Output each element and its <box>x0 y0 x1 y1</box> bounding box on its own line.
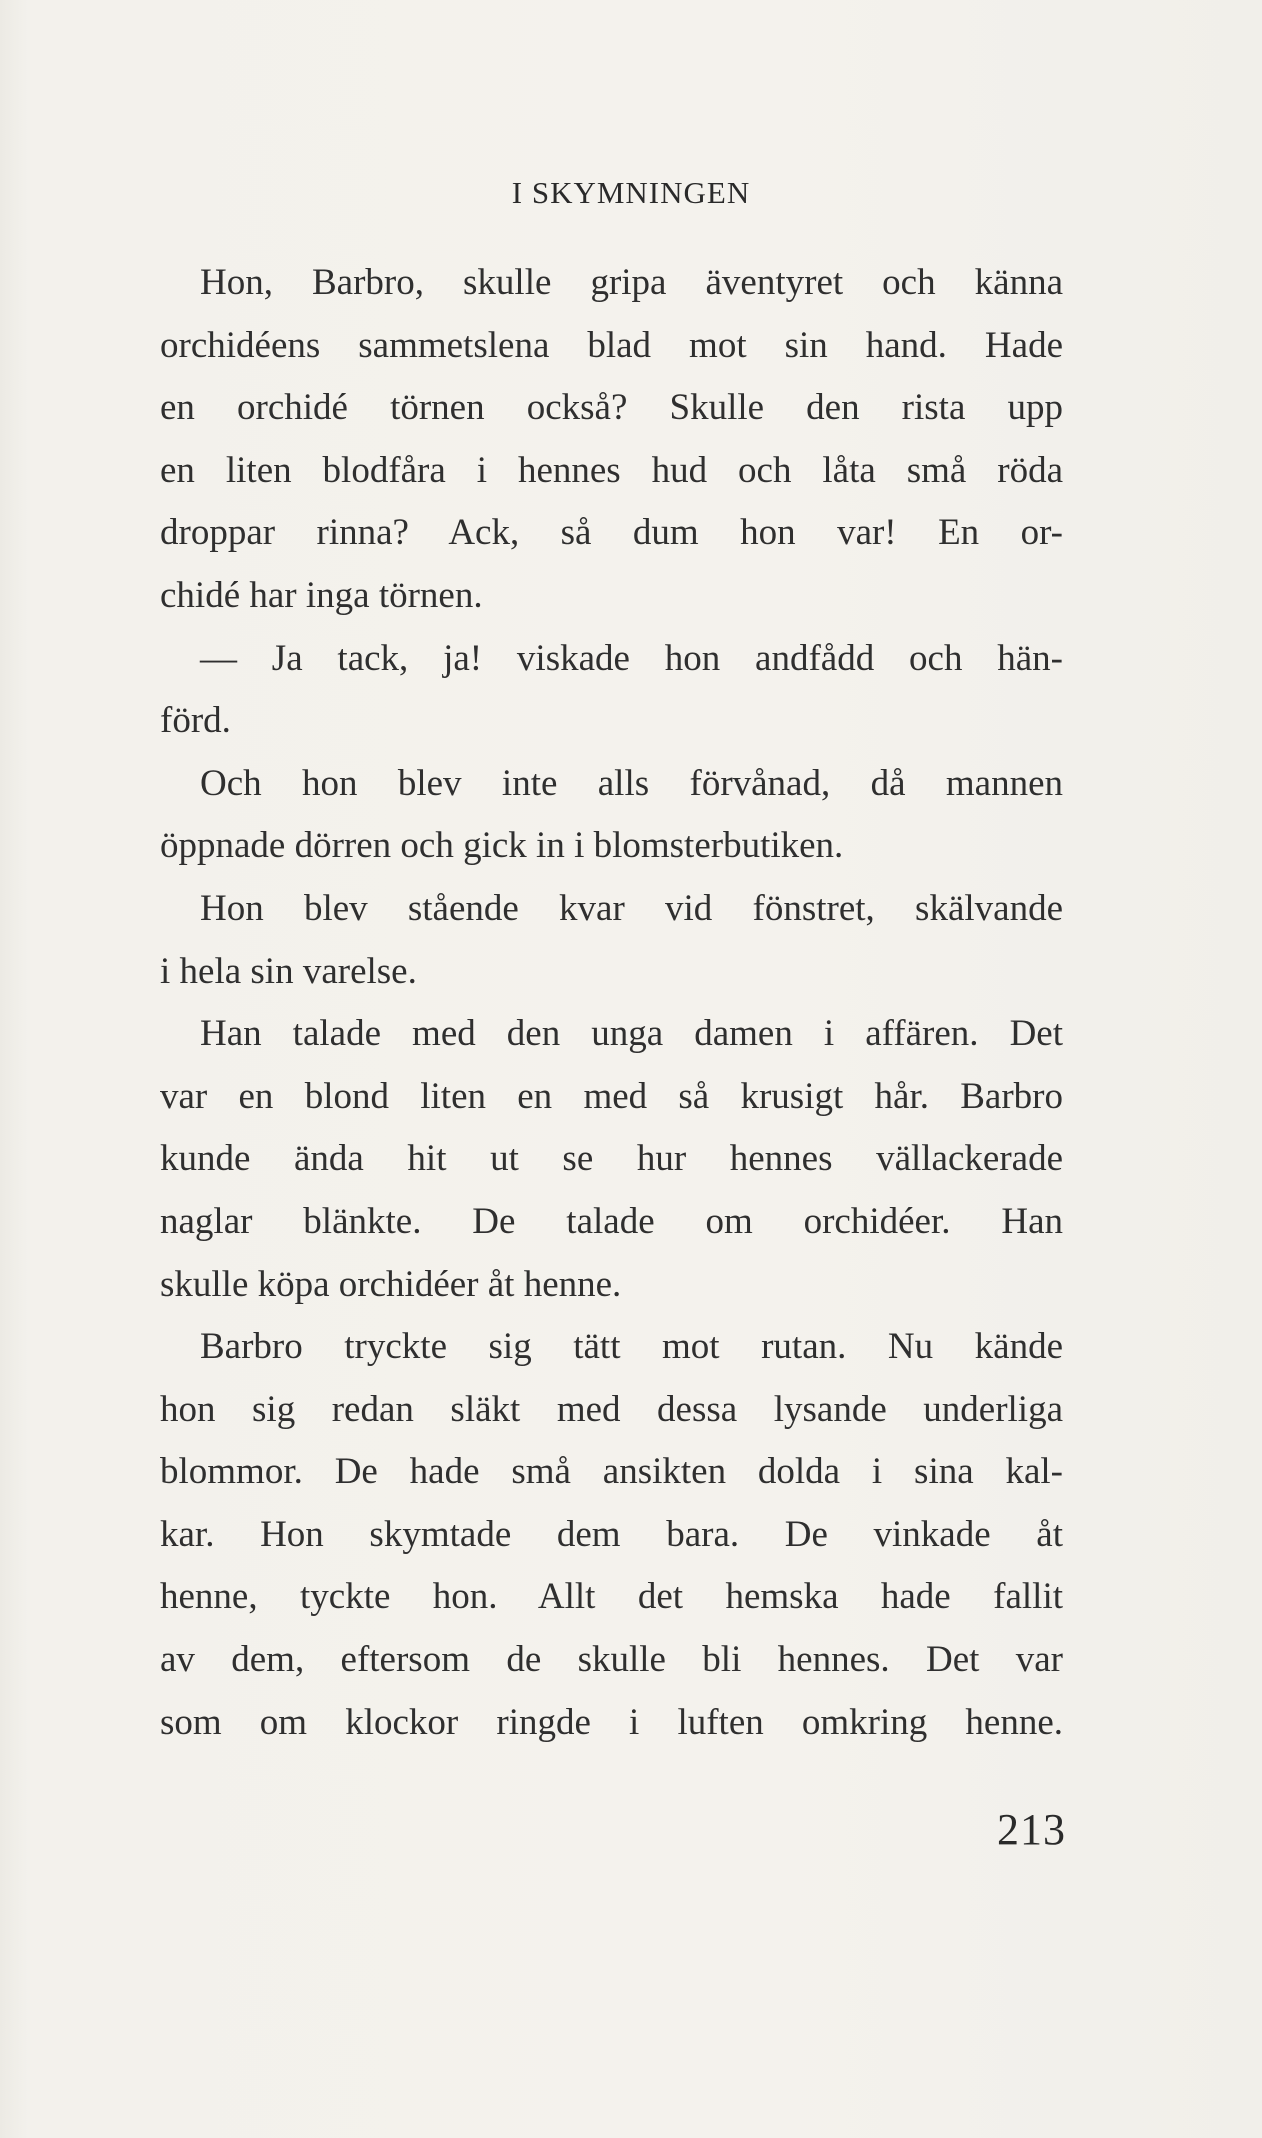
text-line: en orchidé törnen också? Skulle den rista upp <box>160 387 1063 429</box>
text-line: skulle köpa orchidéer åt henne. <box>160 1263 622 1305</box>
text-line: naglar blänkte. De talade om orchidéer. Han <box>160 1200 1063 1242</box>
text-line: henne, tyckte hon. Allt det hemska hade fallit <box>160 1576 1063 1618</box>
text-line: blommor. De hade små ansikten dolda i sina kal- <box>160 1451 1063 1493</box>
text-line: var en blond liten en med så krusigt hår. Barbro <box>160 1075 1063 1117</box>
text-line: en liten blodfåra i hennes hud och låta små röda <box>160 449 1063 491</box>
text-line: kar. Hon skymtade dem bara. De vinkade åt <box>160 1513 1063 1555</box>
body-text <box>160 252 1063 1754</box>
page-number: 213 <box>997 1805 1066 1854</box>
text-line: kunde ända hit ut se hur hennes vällackerade <box>160 1138 1063 1180</box>
text-line: chidé har inga törnen. <box>160 574 483 616</box>
text-line: Barbro tryckte sig tätt mot rutan. Nu kände <box>200 1326 1063 1368</box>
text-line: — Ja tack, ja! viskade hon andfådd och hän- <box>200 637 1063 679</box>
running-header: I SKYMNINGEN <box>511 175 751 210</box>
text-line: Hon blev stående kvar vid fönstret, skälvande <box>200 887 1063 929</box>
text-line: Han talade med den unga damen i affären. Det <box>200 1013 1063 1055</box>
text-line: som om klockor ringde i luften omkring henne. <box>160 1701 1063 1743</box>
text-line: hon sig redan släkt med dessa lysande underliga <box>160 1388 1063 1430</box>
text-line: orchidéens sammetslena blad mot sin hand. Hade <box>160 324 1063 366</box>
text-line: Hon, Barbro, skulle gripa äventyret och känna <box>200 262 1063 303</box>
text-line: Och hon blev inte alls förvånad, då mannen <box>200 762 1063 804</box>
text-line: droppar rinna? Ack, så dum hon var! En or- <box>160 512 1063 554</box>
text-line: av dem, eftersom de skulle bli hennes. Det var <box>160 1639 1063 1681</box>
text-line: i hela sin varelse. <box>160 950 417 992</box>
text-line: öppnade dörren och gick in i blomsterbutiken. <box>160 825 844 867</box>
text-line: förd. <box>160 700 231 742</box>
